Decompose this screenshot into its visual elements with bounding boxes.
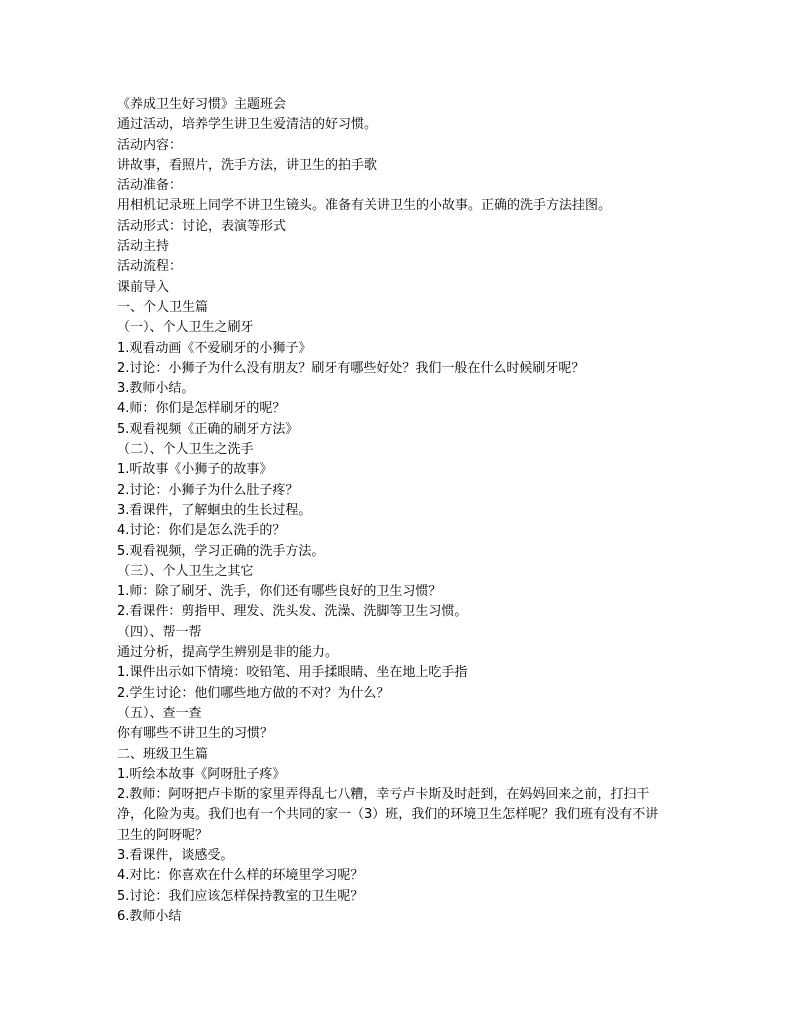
list-item-wrapped-line: 净，化险为夷。我们也有一个共同的家一（3）班，我们的环境卫生怎样呢？我们班有没有不讲	[117, 807, 659, 823]
section-heading: 一、个人卫生篇	[117, 299, 209, 315]
document-title: 《养成卫生好习惯》主题班会	[117, 97, 287, 112]
text-line: 通过活动，培养学生讲卫生爱清洁的好习惯。	[117, 117, 378, 133]
subsection-heading: （一）、个人卫生之刷牙	[117, 320, 254, 336]
list-item: 4.师：你们是怎样刷牙的呢？	[117, 401, 286, 417]
list-item: 2.学生讨论：他们哪些地方做的不对？为什么？	[117, 685, 390, 701]
list-item: 1.观看动画《不爱刷牙的小狮子》	[117, 340, 312, 356]
list-item: 5.观看视频，学习正确的洗手方法。	[117, 543, 325, 559]
list-item: 6.教师小结	[117, 908, 182, 924]
list-item: 4.对比：你喜欢在什么样的环境里学习呢？	[117, 868, 364, 884]
subsection-heading: （三）、个人卫生之其它	[117, 563, 254, 579]
text-line: 通过分析，提高学生辨别是非的能力。	[117, 645, 339, 661]
list-item-wrapped-line: 卫生的阿呀呢？	[117, 827, 209, 843]
list-item: 2.讨论：小狮子为什么肚子疼？	[117, 482, 299, 498]
list-item: 5.观看视频《正确的刷牙方法》	[117, 421, 299, 437]
document-page	[117, 95, 757, 927]
list-item: 2.讨论：小狮子为什么没有朋友？刷牙有哪些好处？我们一般在什么时候刷牙呢？	[117, 360, 585, 376]
list-item: 1.听故事《小狮子的故事》	[117, 462, 273, 478]
text-line: 讲故事，看照片，洗手方法，讲卫生的拍手歌	[117, 157, 378, 173]
list-item: 3.教师小结。	[117, 381, 195, 397]
section-heading: 二、班级卫生篇	[117, 746, 209, 762]
text-line: 活动主持	[117, 239, 170, 255]
subsection-heading: （二）、个人卫生之洗手	[117, 442, 254, 458]
text-line: 活动准备：	[117, 178, 183, 194]
subsection-heading: （五）、查一查	[117, 705, 202, 721]
text-line: 活动流程：	[117, 259, 183, 275]
list-item: 3.看课件，谈感受。	[117, 847, 234, 863]
text-line: 活动内容：	[117, 137, 183, 153]
list-item: 4.讨论：你们是怎么洗手的？	[117, 523, 286, 539]
text-line: 课前导入	[117, 279, 170, 295]
text-line: 活动形式：讨论，表演等形式	[117, 218, 287, 234]
list-item: 1.听绘本故事《阿呀肚子疼》	[117, 766, 286, 782]
list-item: 5.讨论：我们应该怎样保持教室的卫生呢？	[117, 888, 364, 904]
list-item: 3.看课件，了解蛔虫的生长过程。	[117, 502, 312, 518]
list-item: 1.师：除了刷牙、洗手，你们还有哪些良好的卫生习惯？	[117, 584, 442, 600]
list-item: 1.课件出示如下情境：咬铅笔、用手揉眼睛、坐在地上吃手指	[117, 665, 468, 681]
text-line: 你有哪些不讲卫生的习惯？	[117, 726, 274, 742]
text-line: 用相机记录班上同学不讲卫生镜头。准备有关讲卫生的小故事。正确的洗手方法挂图。	[117, 198, 612, 214]
list-item: 2.看课件：剪指甲、理发、洗头发、洗澡、洗脚等卫生习惯。	[117, 604, 468, 620]
subsection-heading: （四）、帮一帮	[117, 624, 202, 640]
list-item-wrapped-line: 2.教师：阿呀把卢卡斯的家里弄得乱七八糟，幸亏卢卡斯及时赶到，在妈妈回来之前，打扫干	[117, 787, 650, 803]
